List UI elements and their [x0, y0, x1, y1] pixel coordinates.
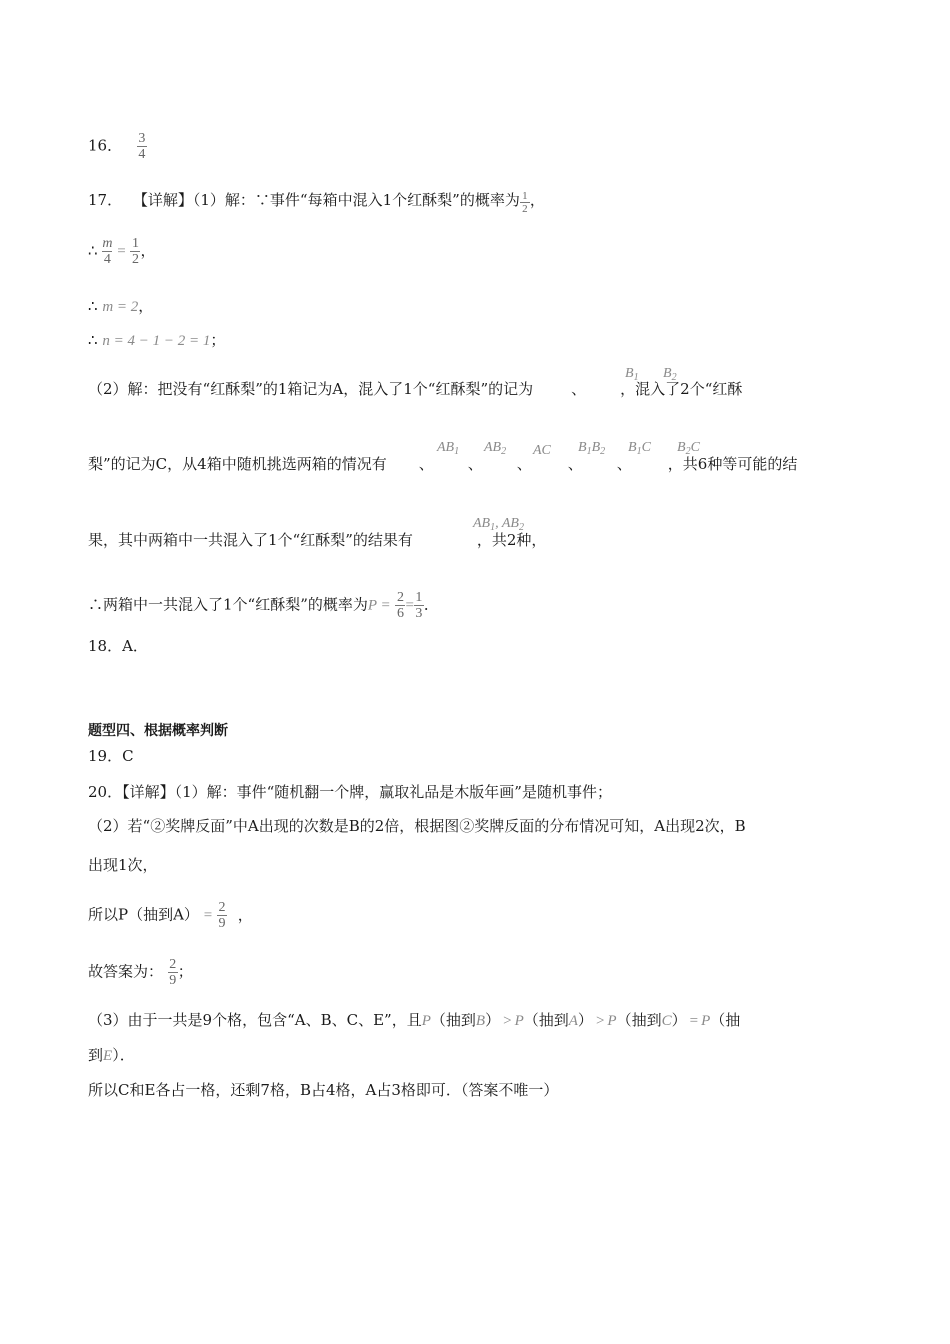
eq1-lhs-fraction	[102, 236, 112, 267]
q19-answer: 19．C	[88, 747, 134, 765]
eq2-math: m = 2	[102, 299, 139, 315]
q20-line2-text: （2）若“②奖牌反面”中A出现的次数是B的2倍，根据图②奖牌反面的分布情况可知，A出现2次，B	[88, 817, 746, 835]
case-ac: AC	[533, 443, 551, 458]
frac-den: 4	[103, 252, 111, 267]
e-symbol: E	[103, 1048, 113, 1064]
q17-eq2	[88, 296, 153, 317]
frac-num: 2	[218, 900, 226, 915]
q20-line8-text: 所以C和E各占一格，还剩7格，B占4格，A占3格即可．（答案不唯一）	[88, 1081, 559, 1099]
p-frac2	[414, 590, 424, 621]
punct: ，	[140, 241, 156, 260]
paren-close: ）	[577, 1011, 593, 1029]
q20-line1-text: 20．【详解】（1）解：事件“随机翻一个牌，赢取礼品是木版年画”是随机事件；	[88, 783, 612, 801]
b1-letter: B	[625, 366, 634, 381]
section-title: 题型四、根据概率判断	[88, 723, 228, 739]
q20-line3-text: 出现1次，	[88, 856, 158, 874]
case-b1c: $B_1C$	[628, 440, 651, 457]
frac-den: 2	[522, 203, 528, 215]
frac-num: 2	[169, 957, 177, 972]
b-symbol: B	[475, 1013, 486, 1029]
sep: 、	[516, 455, 532, 473]
punct: ；	[210, 331, 226, 349]
p2-line2-text: 梨”的记为C，从4箱中随机挑选两箱的情况有	[88, 455, 387, 473]
q17-eq1	[88, 236, 156, 267]
frac-num: 1	[415, 590, 423, 605]
b2-label	[663, 366, 677, 383]
punct: ，	[237, 905, 253, 924]
q20-line4-fraction	[217, 900, 227, 931]
q20-line5	[88, 957, 193, 988]
a-symbol: A	[568, 1013, 578, 1029]
equals-sign: =	[689, 1013, 699, 1029]
b2-sub: 2	[671, 372, 677, 383]
frac-den: 9	[169, 973, 177, 988]
q20-line4-text: 所以P（抽到A）	[88, 905, 199, 924]
line7-end: ）．	[112, 1046, 135, 1064]
p2-line1-end: ，混入了2个“红酥	[620, 380, 743, 398]
p2-line3-text: 果，其中两箱中一共混入了1个“红酥梨”的结果有	[88, 531, 413, 549]
p-frac1	[395, 590, 405, 621]
p-equals: P =	[367, 597, 391, 614]
therefore-symbol: ∴	[88, 297, 98, 315]
eq3-math: n = 4 − 1 − 2 = 1	[102, 333, 211, 349]
case-b2c: $B_2C$	[677, 440, 700, 457]
b1-sub: 1	[633, 372, 639, 383]
p2-line3-end: ，共2种，	[476, 531, 547, 549]
q17-line1	[88, 190, 545, 215]
gt-sign: >	[503, 1013, 512, 1029]
p-symbol: P	[607, 1013, 617, 1029]
result-ab1-ab2: $AB_1$, $AB_2$	[473, 516, 524, 533]
chou-text: （抽到	[616, 1011, 662, 1029]
therefore-symbol: ∴	[88, 331, 98, 349]
b1-label	[625, 366, 639, 383]
gt-sign: >	[595, 1013, 605, 1029]
q20-line4	[88, 900, 253, 931]
q17-part2-line4	[88, 590, 439, 621]
punct: ，	[138, 297, 154, 315]
q20-line7-text: 到	[88, 1046, 104, 1064]
q17-line1-fraction	[520, 190, 530, 215]
frac-num: 1	[131, 236, 139, 251]
q16-line	[88, 131, 147, 162]
p-symbol: P	[421, 1013, 431, 1029]
frac-den: 3	[415, 606, 423, 621]
chou-text: （抽到	[523, 1011, 569, 1029]
q17-eq3	[88, 330, 225, 351]
frac-num: 2	[396, 590, 404, 605]
p-symbol: P	[701, 1013, 711, 1029]
q20-line2	[88, 816, 746, 836]
sep: 、	[467, 455, 483, 473]
paren-close: ）	[671, 1011, 687, 1029]
q16-fraction	[137, 131, 147, 162]
case-ab2: $AB_2$	[484, 440, 507, 457]
q20-line5-text: 故答案为：	[88, 962, 164, 981]
frac-den: 9	[218, 916, 226, 931]
equals-sign: =	[117, 243, 126, 260]
paren-close: ）	[485, 1011, 501, 1029]
sep: 、	[616, 455, 632, 473]
q18-line	[88, 636, 148, 656]
q17-number: 17．	[88, 191, 123, 209]
therefore-symbol: ∴	[88, 241, 98, 260]
q17-part2-line3	[88, 530, 546, 550]
p-symbol: P	[514, 1013, 524, 1029]
q20-line3	[88, 855, 158, 875]
punct: ．	[423, 595, 439, 614]
case-ab1: $AB_1$	[437, 440, 460, 457]
punct: ；	[177, 962, 193, 981]
frac-den: 6	[396, 606, 404, 621]
q20-line5-fraction	[168, 957, 178, 988]
eq1-rhs-fraction	[130, 236, 140, 267]
q17-line1-text: （1）解：∵事件“每箱中混入1个红酥梨”的概率为	[192, 191, 520, 209]
frac-den: 2	[131, 252, 139, 267]
frac-num: 1	[522, 190, 528, 202]
frac-num: m	[102, 236, 113, 251]
q17-detail-tag: 【详解】	[132, 191, 193, 209]
sep: 、	[567, 455, 583, 473]
chou-text: （抽到	[430, 1011, 476, 1029]
q19-line	[88, 746, 134, 766]
equals-sign: =	[405, 597, 414, 614]
sep: 、	[571, 380, 587, 398]
case-b1b2: $B_1B_2$	[578, 440, 606, 457]
q16-frac-den: 4	[138, 147, 146, 162]
q17-part2-line2	[88, 454, 797, 474]
b2-letter: B	[663, 366, 672, 381]
punct: ，	[529, 191, 545, 209]
q16-frac-num: 3	[138, 131, 146, 146]
p2-line1-text: （2）解：把没有“红酥梨”的1箱记为A，混入了1个“红酥梨”的记为	[88, 380, 534, 398]
q20-line7	[88, 1045, 135, 1066]
c-symbol: C	[661, 1013, 672, 1029]
p2-line2-end: ，共6种等可能的结	[667, 455, 798, 473]
q17-part2-line1	[88, 379, 742, 399]
q16-number: 16．	[88, 136, 123, 155]
q18-answer: 18．A．	[88, 637, 148, 655]
line6-end: （抽	[710, 1011, 741, 1029]
q20-line6	[88, 1010, 740, 1031]
q20-line8	[88, 1080, 558, 1100]
sep: 、	[418, 455, 434, 473]
q20-line6-text: （3）由于一共是9个格，包含“A、B、C、E”，且	[88, 1011, 422, 1029]
equals-sign: =	[203, 907, 213, 924]
p2-line4-text: ∴两箱中一共混入了1个“红酥梨”的概率为	[88, 595, 368, 614]
q20-line1	[88, 782, 612, 802]
